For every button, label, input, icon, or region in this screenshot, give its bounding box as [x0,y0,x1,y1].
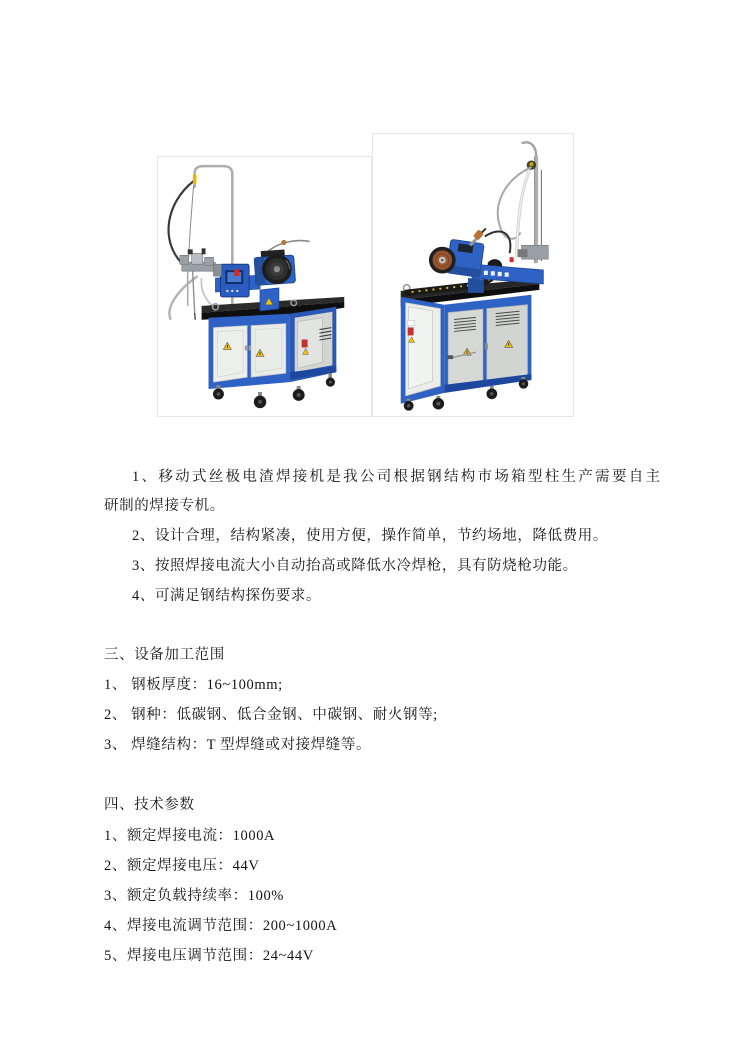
list-item-rated-current: 1、额定焊接电流：1000A [104,828,276,844]
cabinet [401,295,532,404]
red-label [510,257,514,262]
feeder-pedestal [468,278,484,293]
white-label [408,321,415,326]
intro-item-2: 2、设计合理，结构紧凑，使用方便，操作简单，节约场地，降低费用。 [132,528,608,544]
section-heading-technical-parameters: 四、技术参数 [104,797,195,813]
welding-machine-left-illustration [158,157,371,416]
list-item-steel-types: 2、 钢种：低碳钢、低合金钢、中碳钢、耐火钢等; [104,707,438,723]
intro-line-1: 1、移动式丝极电渣焊接机是我公司根据钢结构市场箱型柱生产需要自主 [132,469,663,485]
list-item-plate-thickness: 1、 钢板厚度：16~100mm; [104,677,283,693]
intro-line-2: 研制的焊接专机。 [104,498,225,514]
list-item-voltage-range: 5、焊接电压调节范围：24~44V [104,948,314,964]
welding-machine-right-illustration [373,134,573,416]
front-door-left [448,309,483,387]
cable-connector [281,240,286,245]
list-item-rated-voltage: 2、额定焊接电压：44V [104,858,260,874]
red-button [234,269,239,276]
intro-item-4: 4、可满足钢结构探伤要求。 [132,588,322,604]
intro-item-3: 3、按照焊接电流大小自动抬高或降低水冷焊枪，具有防烧枪功能。 [132,558,578,574]
front-door-right [251,324,286,377]
list-item-current-range: 4、焊接电流调节范围：200~1000A [104,918,338,934]
section-heading-processing-range: 三、设备加工范围 [104,647,225,663]
machine-photo-left [157,156,372,417]
front-door-left [213,326,247,382]
list-item-duty-cycle: 3、额定负载持续率：100% [104,888,284,904]
machine-photo-right [372,133,574,417]
red-label [302,340,308,348]
door-handle [447,355,453,359]
red-label [408,327,414,335]
cabinet [209,307,337,389]
list-item-weld-structure: 3、 焊缝结构：T 型焊缝或对接焊缝等。 [104,737,372,753]
